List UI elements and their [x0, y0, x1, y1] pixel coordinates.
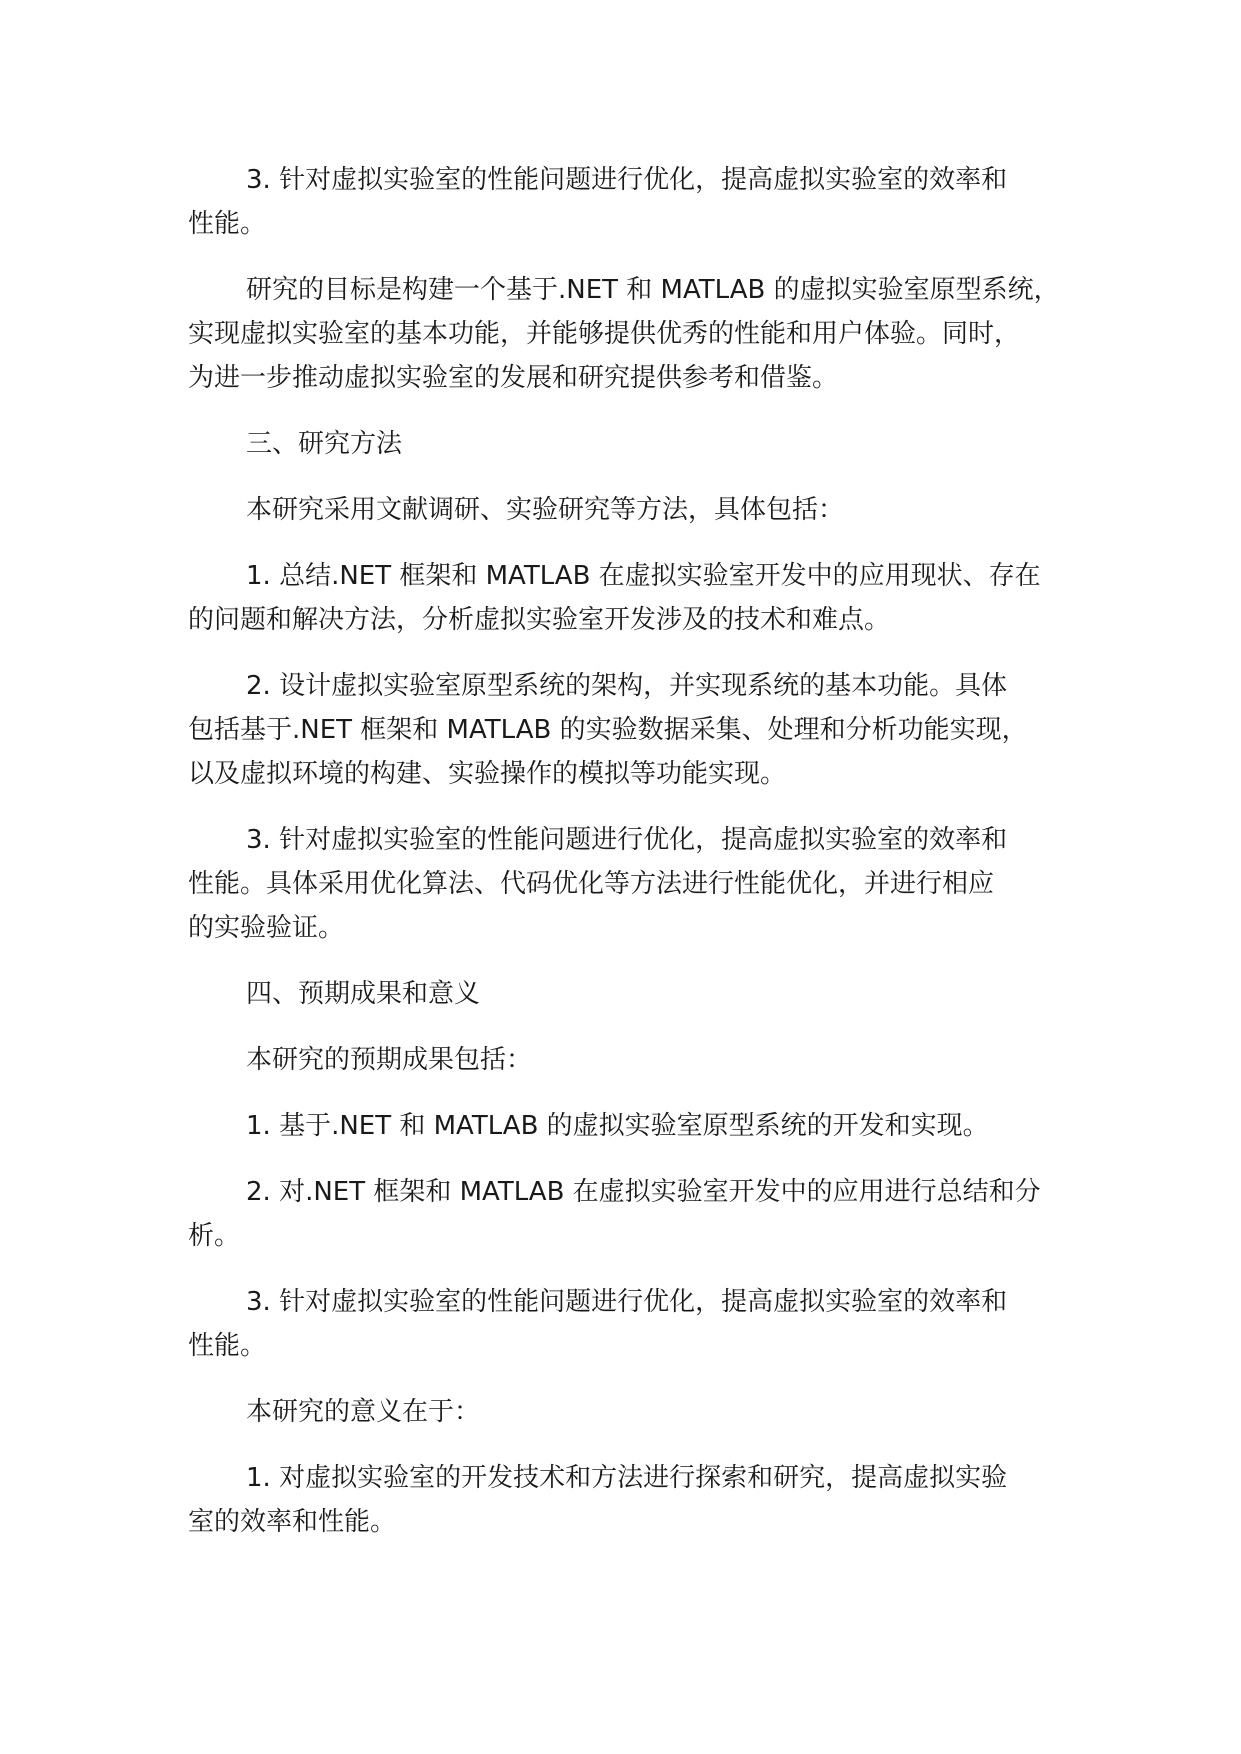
- text-line: 的实验验证。: [188, 913, 345, 943]
- list-item-outcome-3: [188, 1280, 1078, 1368]
- text-line: 性能。: [188, 1331, 267, 1361]
- text-line: 1. 对虚拟实验室的开发技术和方法进行探索和研究，提高虚拟实验: [246, 1463, 1008, 1493]
- text-line: 析。: [188, 1221, 241, 1251]
- text-line: 本研究的预期成果包括：: [246, 1045, 533, 1075]
- document-page: [188, 158, 1078, 1566]
- paragraph-optimization-goal: [188, 158, 1078, 246]
- text-line: 研究的目标是构建一个基于.NET 和 MATLAB 的虚拟实验室原型系统，: [246, 275, 1060, 305]
- text-line: 2. 对.NET 框架和 MATLAB 在虚拟实验室开发中的应用进行总结和分: [246, 1177, 1041, 1207]
- paragraph-outcomes-intro: [188, 1038, 1078, 1082]
- text-line: 以及虚拟环境的构建、实验操作的模拟等功能实现。: [188, 759, 787, 789]
- text-line: 性能。: [188, 209, 267, 239]
- text-line: 包括基于.NET 框架和 MATLAB 的实验数据采集、处理和分析功能实现，: [188, 715, 1028, 745]
- list-item-significance-1: [188, 1456, 1078, 1544]
- text-line: 性能。具体采用优化算法、代码优化等方法进行性能优化，并进行相应: [188, 869, 995, 899]
- text-line: 室的效率和性能。: [188, 1507, 397, 1537]
- list-item-method-2: [188, 664, 1078, 796]
- text-line: 2. 设计虚拟实验室原型系统的架构，并实现系统的基本功能。具体: [246, 671, 1008, 701]
- list-item-outcome-2: [188, 1170, 1078, 1258]
- text-line: 实现虚拟实验室的基本功能，并能够提供优秀的性能和用户体验。同时，: [188, 319, 1021, 349]
- text-line: 3. 针对虚拟实验室的性能问题进行优化，提高虚拟实验室的效率和: [246, 165, 1008, 195]
- list-item-method-3: [188, 818, 1078, 950]
- text-line: 的问题和解决方法，分析虚拟实验室开发涉及的技术和难点。: [188, 605, 891, 635]
- text-line: 本研究采用文献调研、实验研究等方法，具体包括：: [246, 495, 845, 525]
- text-line: 3. 针对虚拟实验室的性能问题进行优化，提高虚拟实验室的效率和: [246, 1287, 1008, 1317]
- paragraph-significance-intro: [188, 1390, 1078, 1434]
- paragraph-methods-intro: [188, 488, 1078, 532]
- paragraph-research-objective: [188, 268, 1078, 400]
- heading-text: 四、预期成果和意义: [246, 979, 481, 1009]
- text-line: 3. 针对虚拟实验室的性能问题进行优化，提高虚拟实验室的效率和: [246, 825, 1008, 855]
- heading-text: 三、研究方法: [246, 429, 403, 459]
- text-line: 1. 基于.NET 和 MATLAB 的虚拟实验室原型系统的开发和实现。: [246, 1111, 989, 1141]
- list-item-outcome-1: [188, 1104, 1078, 1148]
- list-item-method-1: [188, 554, 1078, 642]
- section-heading-expected-outcomes: [188, 972, 1078, 1016]
- section-heading-research-methods: [188, 422, 1078, 466]
- text-line: 本研究的意义在于：: [246, 1397, 481, 1427]
- text-line: 1. 总结.NET 框架和 MATLAB 在虚拟实验室开发中的应用现状、存在: [246, 561, 1041, 591]
- text-line: 为进一步推动虚拟实验室的发展和研究提供参考和借鉴。: [188, 363, 839, 393]
